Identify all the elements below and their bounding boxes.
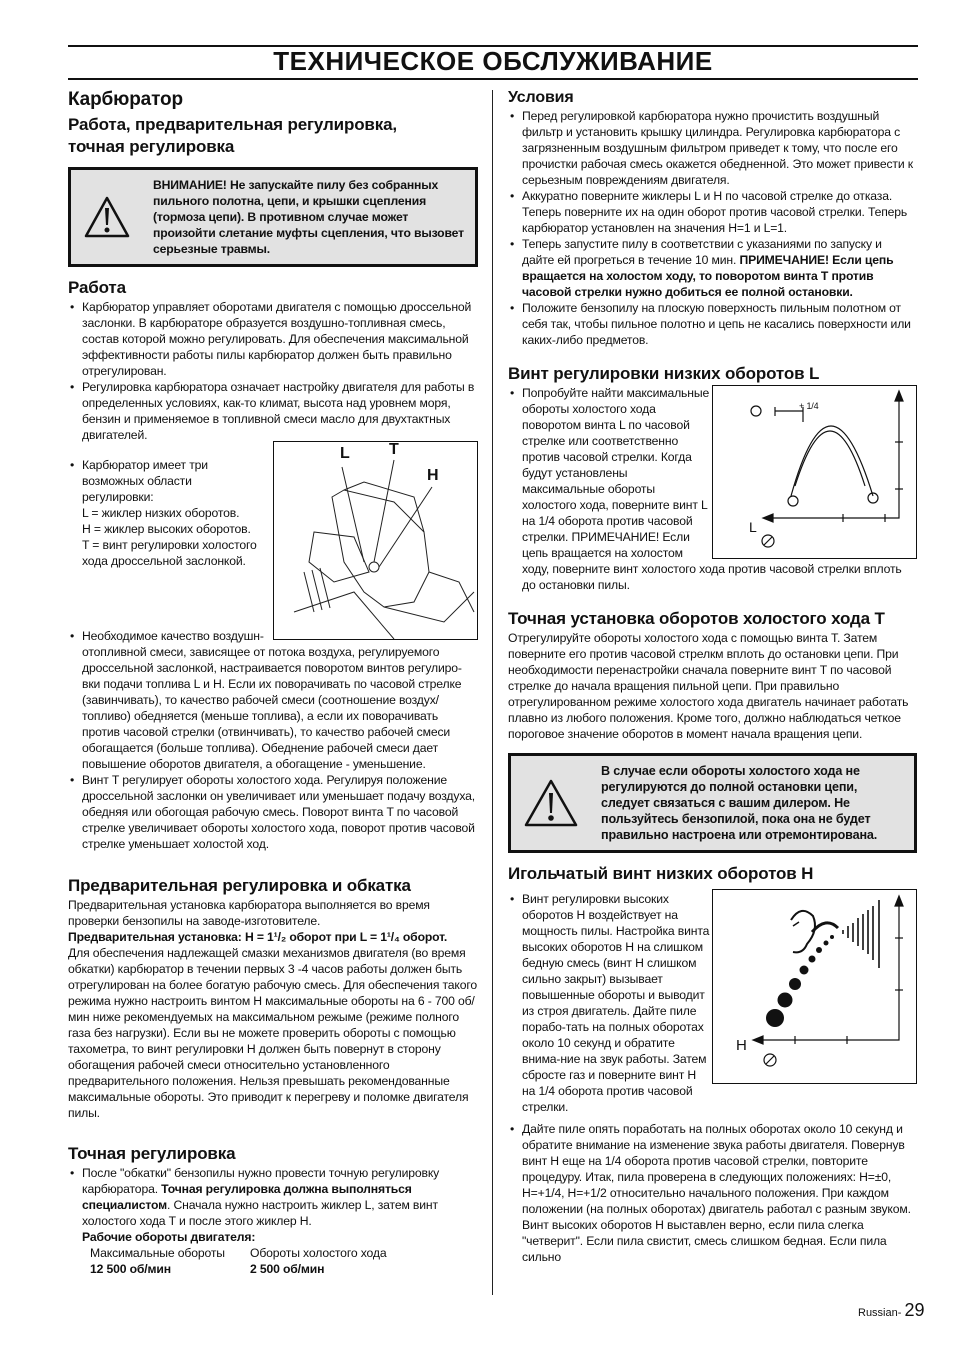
section-heading-fine: Точная регулировка <box>68 1144 236 1163</box>
rpm-title: Рабочие обороты двигателя: <box>82 1230 256 1244</box>
list-item: • Положите бензопилу на плоскую поверхность пильным полотном от себя так, чтобы пильное полотно и цепь не касались поверхности или каких-либо предметов. <box>508 300 917 348</box>
column-divider <box>492 90 493 1295</box>
list-item <box>68 457 262 569</box>
prerun-setting: Предварительная установка: H = 1¹/₂ оборот при L = 1¹/₄ оборот. <box>68 930 448 944</box>
prerun-text-1: Предварительная установка карбюратора выполняется во время проверки бензопилы на заводе-изготовителе. <box>68 898 430 928</box>
low-screw-label: L <box>749 519 757 535</box>
footer-language: Russian- <box>858 1307 902 1319</box>
carburetor-figure <box>273 441 478 640</box>
page-number: 29 <box>904 1300 925 1320</box>
list-item: • Регулировка карбюратора означает настройку двигателя для работы в определенных условиях, как-то климат, высота над уровнем моря, бензин и применяемое в топливной смеси масло для двухтактных двигателей. <box>68 379 478 443</box>
regions-intro: Карбюратор имеет три возможных области регулировки: <box>82 458 208 504</box>
work-list-3 <box>68 628 478 852</box>
list-item <box>508 236 917 300</box>
work-list <box>68 299 478 443</box>
left-column <box>68 88 478 1277</box>
rpm-idle-value: 2 500 об/мин <box>250 1262 325 1276</box>
cond-text: Теперь запустите пилу в соответствии с указаниями по запуску и дайте ей прогреться в течение 10 мин. <box>522 237 882 267</box>
list-item: • Винт регулировки высоких оборотов H воздействует на мощность пилы. Настройка винта высоких оборотов H на слишком бедную смесь (винт H слишком сильно закрыт) вызывает повышенные обороты и выводит из строя двигатель. Дайте пиле порабо-тать на полных оборотах около 10 секунд и обратите внима-ние на звук работы. Затем сбросте газ и поверните винт H на 1/4 оборота против часовой стрелки. <box>508 891 917 1115</box>
plus-quarter-label: + 1/4 <box>799 401 819 411</box>
right-column <box>508 88 917 1265</box>
prerun-text-2: Для обеспечения надлежащей смазки механизмов двигателя (во время обкатки) карбюратор в течении первых 3 -4 часов работы должен быть отрегулирован на более богатую рабочую смесь. Для обеспечения такого режима нужно настроить винтом H максимальные обороты на 6 - 700 об/мин ниже рекомендуемых на максимальном режыме (режиме полного газа без нагрузки). Если вы не можете проверить обороты с помощью тахометра, то винт регулировки H должен быть повернут в сторону обогащения рабочей смеси относительно установленного предварительного положения. Нельзя превышать рекомендованные максимальные обороты. Это приводит к перегреву и поломке двигателя пилы. <box>68 946 478 1120</box>
list-item: • Винт T регулирует обороты холостого хода. Регулируя положение дроссельной заслонки он увеличивает или уменьшает подачу воздуха, обедняя или обогощая рабочую смесь. Поворот винта T по часовой стрелке увеличивает обороты холостого хода, поворот против часовой стрелке уменьшает холостой ход. <box>68 772 478 852</box>
region-l: L = жиклер низких оборотов. <box>82 506 240 520</box>
rpm-max-value: 12 500 об/мин <box>90 1262 171 1276</box>
section-heading-work: Работа <box>68 278 126 297</box>
list-item: • Аккуратно поверните жиклеры L и H по часовой стрелке до отказа. Теперь поверните их на один оборот против часовой стрелки. Теперь карбюратор установлен на значения H=1 и L=1. <box>508 188 917 236</box>
list-item: • Необходимое качество воздушн-отопливной смеси, зависящее от потока воздуха, регулируемого дроссельной заслонкой, настраивается поворотом винтов регулиро-вки подачи топлива L и H. Если их поворачивать по часовой стрелке (завинчивать), то качество рабочей смеси (соотношение воздух/топливо) обедняется (меньше топлива), а если их поворачивать против часовой стрелки (отвинчивать), то качество рабочей смеси обогащается (больше топлива). Обеднение рабочей смеси дает повышение оборотов двигателя, а обогащение - уменьшение. <box>68 628 478 772</box>
list-item: • Перед регулировкой карбюратора нужно прочистить воздушный фильтр и установить крышку цилиндра. Регулировка карбюратора с загрязненным воздушным фильтром приведет к тому, что после его прочистки рабочая смесь окажется обедненной. Это может привести к серьезным повреждениям двигателя. <box>508 108 917 188</box>
fine-list <box>68 1165 478 1277</box>
rpm-max-label: Максимальные обороты <box>90 1246 225 1260</box>
section-heading-prerun: Предварительная регулировка и обкатка <box>68 876 411 895</box>
fine-text-bold: Точная регулировка должна выполняться специалистом <box>82 1182 412 1212</box>
carburetor-drawing <box>274 442 477 639</box>
label-h: H <box>427 467 439 484</box>
section-heading-carburetor: Карбюратор <box>68 89 183 110</box>
high-screw-label: H <box>736 1037 747 1054</box>
rpm-table <box>90 1245 478 1277</box>
list-item: • Попробуйте найти максимальные обороты холостого хода поворотом винта L по часовой стрелке или соответственно против часовой стрелки. Когда будут установлены максимальные обороты холостого хода, поверните винт L на 1/4 оборота против часовой стрелки. ПРИМЕЧАНИЕ! Если цепь вращается на холостом ходу, поверните винт холостого хода против часовой стрелки вплоть до остановки пилы. <box>508 385 917 593</box>
warning-triangle-icon <box>523 778 579 828</box>
region-t: T = винт регулировки холостого хода дроссельной заслонкой. <box>82 538 257 568</box>
warning-triangle-icon <box>83 195 131 239</box>
section-heading-conditions: Условия <box>508 89 574 106</box>
rpm-idle-label: Обороты холостого хода <box>250 1246 387 1260</box>
region-h: H = жиклер высоких оборотов. <box>82 522 251 536</box>
warning-text: ВНИМАНИЕ! Не запускайте пилу без собранных пильного полотна, цепи, и крышки сцепления (тормоза цепи). В противном случае может произойти слетание муфты сцепления, что вызовет серьезные травмы. <box>153 178 464 256</box>
section-heading-idle: Точная установка оборотов холостого хода T <box>508 609 885 628</box>
warning-text: В случае если обороты холостого хода не регулируются до полной остановки цепи, следует связаться с вашим дилером. Не пользуйтесь бензопилой, пока она не будет правильно настроена или отремонтирована. <box>601 764 878 842</box>
section-heading-low-speed: Винт регулировки низких оборотов L <box>508 364 820 383</box>
fine-text-a: После "обкатки" бензопилы нужно провести точную регулировку карбюратора. <box>82 1166 440 1196</box>
page-footer <box>858 1300 925 1321</box>
section-heading-high-speed: Игольчатый винт низких оборотов H <box>508 864 814 883</box>
fine-text-b: . Сначала нужно настроить жиклер L, затем винт холостого хода T и после этого жиклер H. <box>82 1198 438 1228</box>
warning-box <box>68 167 478 267</box>
list-item: • Дайте пиле опять поработать на полных оборотах около 10 секунд и обратите внимание на изменение звука работы двигателя. Повернув винт H еще на 1/4 оборота против часовой стрелки, повторите процедуру. Итак, пила проверена в следующих положениях: H=±0, H=+1/4, H=+1/2 относительно начального положения. При каждом положении (на полных оборотах) двигатель работал с разным звуком. Винт высоких оборотов H выставлен верно, если пила слегка "четверит". Если пила свистит, смесь слишком бедная. Если пила сильно <box>508 1121 917 1265</box>
label-t: T <box>389 441 399 458</box>
list-item: • Карбюратор управляет оборотами двигателя с помощью дроссельной заслонки. В карбюраторе образуется воздушно-топливная смесь, состав которой можно регулировать. Для обеспечения максимальной эффективности работы пилы карбюратор должен быть правильно отрегулирован. <box>68 299 478 379</box>
warning-box <box>508 753 917 853</box>
low-speed-list <box>508 385 917 593</box>
section-subheading: Работа, предварительная регулировка, точная регулировка <box>68 115 397 156</box>
label-l: L <box>340 445 350 462</box>
header-rule-bottom <box>68 78 918 80</box>
cond-note: ПРИМЕЧАНИЕ! Если цепь вращается на холостом ходу, то поворотом винта T против часовой стрелки нужно добиться ее полной остановки. <box>522 253 894 299</box>
conditions-list <box>508 108 917 348</box>
list-item <box>68 1165 478 1277</box>
idle-text: Отрегулируйте обороты холостого хода с помощью винта T. Затем поверните его против часовой стрелкм вплоть до остановки цепи. При необходимости перенастройки сначала поверните винт T по часовой стрелке до начала вращения пильной цепи. При правильно отрегулированном режиме холостого хода двигатель начинает работать плавно из любого положения. Кроме того, должно наблюдаться четкое пороговое значение оборотов в момент начала вращения цепи. <box>508 631 909 741</box>
page-title: ТЕХНИЧЕСКОЕ ОБСЛУЖИВАНИЕ <box>273 46 713 76</box>
high-speed-list <box>508 891 917 1265</box>
